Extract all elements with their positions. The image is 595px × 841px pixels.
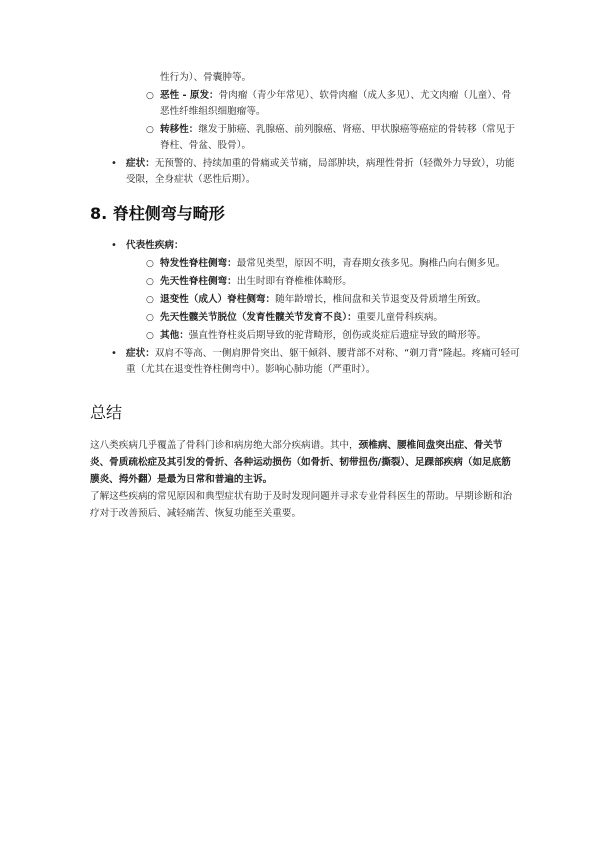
section-8-list	[108, 238, 528, 380]
disc-bullet-icon: •	[111, 158, 117, 169]
circle-bullet-icon: ○	[146, 331, 154, 341]
continued-list	[108, 70, 518, 190]
list-item-disease: ○ 先天性髋关节脱位（发育性髋关节发育不良）：重要儿童骨科疾病。	[108, 310, 528, 326]
list-item-disease: ○ 退变性（成人）脊柱侧弯：随年龄增长，椎间盘和关节退变及骨质增生所致。	[108, 292, 528, 308]
disc-bullet-icon: •	[111, 240, 117, 251]
circle-bullet-icon: ○	[146, 125, 154, 135]
circle-bullet-icon: ○	[146, 313, 154, 323]
circle-bullet-icon: ○	[146, 277, 154, 287]
list-item-metastatic: ○ 转移性：继发于肺癌、乳腺癌、前列腺癌、肾癌、甲状腺癌等癌症的骨转移（常见于脊柱、骨盆、股骨）。	[146, 124, 515, 151]
summary-paragraph: 了解这些疾病的常见原因和典型症状有助于及时发现问题并寻求专业骨科医生的帮助。早期诊断和治疗对于改善预后、减轻痛苦、恢复功能至关重要。	[90, 491, 513, 519]
list-item-symptoms: • 症状：双肩不等高、一侧肩胛骨突出、躯干倾斜、腰背部不对称、“剃刀背”隆起。疼痛可轻可重（尤其在退变性脊柱侧弯中）。影响心肺功能（严重时）。	[111, 348, 520, 375]
circle-bullet-icon: ○	[146, 91, 154, 101]
list-item-disease: ○ 其他：强直性脊柱炎后期导致的驼背畸形，创伤或炎症后遗症导致的畸形等。	[108, 328, 528, 344]
list-continuation: 性行为）、骨囊肿等。	[160, 72, 252, 83]
list-item-malignant: ○ 恶性 - 原发：骨肉瘤（青少年常见）、软骨肉瘤（成人多见）、尤文肉瘤（儿童）、骨恶性纤维组织细胞瘤等。	[146, 90, 512, 117]
summary-heading: 总结	[90, 403, 123, 422]
circle-bullet-icon: ○	[146, 295, 154, 305]
list-item-representative: • 代表性疾病：	[108, 238, 528, 254]
summary-paragraph: 这八类疾病几乎覆盖了骨科门诊和病房绝大部分疾病谱。其中，颈椎病、腰椎间盘突出症、骨关节炎、骨质疏松症及其引发的骨折、各种运动损伤（如骨折、韧带扭伤/撕裂）、足踝部疾病（如足底筋膜炎、拇外翻）是最为日常和普遍的主诉。	[90, 440, 511, 485]
list-item-disease: ○ 特发性脊柱侧弯：最常见类型，原因不明，青春期女孩多见。胸椎凸向右侧多见。	[108, 256, 528, 272]
disc-bullet-icon: •	[111, 348, 117, 359]
list-item-disease: ○ 先天性脊柱侧弯：出生时即有脊椎椎体畸形。	[108, 274, 528, 290]
circle-bullet-icon: ○	[146, 259, 154, 269]
list-item-symptoms: • 症状：无预警的、持续加重的骨痛或关节痛，局部肿块，病理性骨折（轻微外力导致），功能受限，全身症状（恶性后期）。	[111, 158, 515, 185]
section-heading: 8. 脊柱侧弯与畸形	[90, 204, 225, 223]
summary-body	[90, 437, 520, 522]
